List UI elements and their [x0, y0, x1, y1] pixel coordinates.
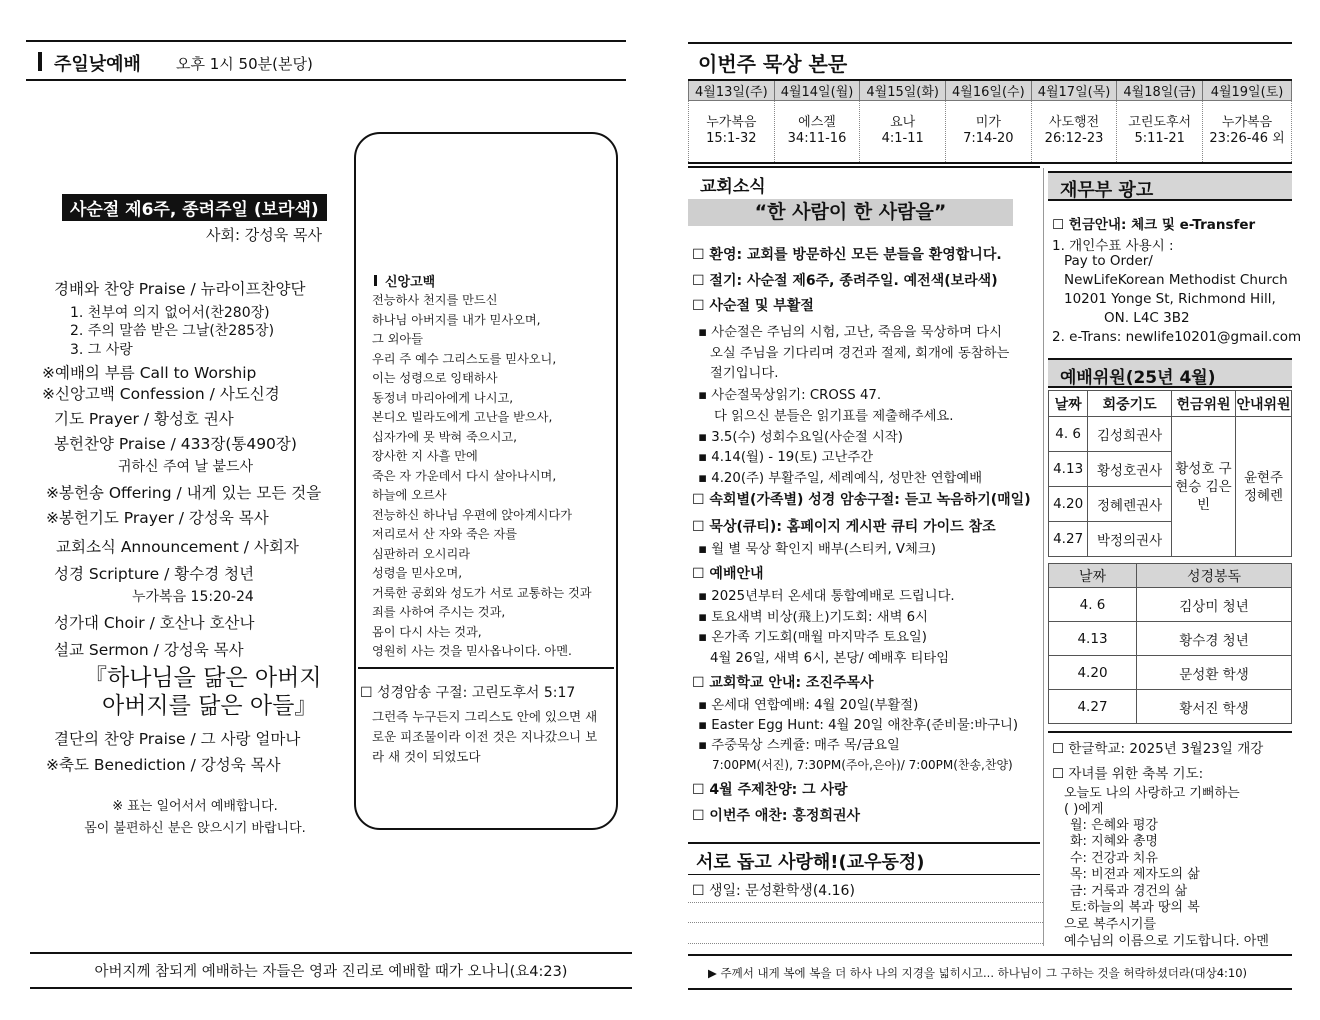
news-heading: ☐ 속회별(가족별) 성경 암송구절: 듣고 녹음하기(매일): [692, 492, 1031, 508]
meditation-ref: 34:11-16: [787, 131, 847, 147]
meditation-ref: 5:11-21: [1134, 131, 1185, 147]
news-heading: ☐ 절기: 사순절 제6주, 종려주일. 예전색(보라색): [692, 273, 998, 289]
order-item: 결단의 찬양 Praise / 그 사랑 얼마나: [54, 730, 301, 748]
sermon-title-line: 아버지를 닮은 아들』: [102, 693, 318, 719]
news-heading: ☐ 묵상(큐티): 홈페이지 게시판 큐티 가이드 참조: [692, 519, 996, 535]
reading-name: 황수경 청년: [1137, 622, 1292, 656]
news-heading: ☐ 교회학교 안내: 조진주목사: [692, 675, 874, 691]
creed-heading: [374, 271, 435, 290]
servants-prayer: 황성호권사: [1088, 452, 1172, 487]
meditation-day: 4월16일(수): [946, 80, 1032, 101]
top-rule: [688, 42, 1292, 44]
news-item: ▪ 4.20(주) 부활주일, 세례예식, 성만찬 연합예배: [698, 471, 983, 486]
order-item: ※축도 Benediction / 강성욱 목사: [46, 756, 281, 774]
blessing-line: 토:하늘의 복과 땅의 복: [1070, 900, 1200, 915]
servants-usher: 윤현주 정혜렌: [1236, 417, 1292, 557]
dotted-line: [688, 922, 1043, 923]
title-rule: [26, 79, 626, 81]
meditation-day: 4월15일(화): [860, 80, 946, 101]
news-item: ▪ 2025년부터 온세대 통합예배로 드립니다.: [698, 589, 955, 604]
creed-line: 죽은 자 가운데서 다시 살아나시며,: [372, 468, 557, 483]
finance-line: Pay to Order/: [1064, 253, 1153, 269]
news-title: 교회소식: [700, 177, 766, 197]
left-footer: 아버지께 참되게 예배하는 자들은 영과 진리로 예배할 때가 오나니(요4:23): [94, 964, 568, 980]
news-item: ▪ 월 별 묵상 확인지 배부(스티커, V체크): [698, 542, 936, 557]
servants-prayer: 김성희권사: [1088, 417, 1172, 452]
blessing-line: 월: 은혜와 평강: [1070, 818, 1158, 833]
creed-line: 영원히 사는 것을 믿사옵나이다. 아멘.: [372, 644, 572, 658]
blessing-line: 목: 비젼과 제자도의 삶: [1070, 867, 1200, 882]
servants-table: [1048, 390, 1292, 557]
reading-name: 김상미 청년: [1137, 588, 1292, 622]
servants-header: 안내위원: [1236, 391, 1292, 417]
servants-prayer: 박정의권사: [1088, 522, 1172, 557]
meditation-ref: 23:26-46 외: [1209, 131, 1285, 147]
dotted-line: [688, 902, 1043, 903]
creed-line: 십자가에 못 박혀 죽으시고,: [372, 429, 518, 444]
reading-table: [1048, 563, 1292, 724]
news-item: ▪ 토요새벽 비상(飛上)기도회: 새벽 6시: [698, 610, 928, 625]
news-heading: ☐ 이번주 애찬: 홍정희권사: [692, 808, 861, 824]
column-divider: [1043, 168, 1044, 946]
news-item: ▪ Easter Egg Hunt: 4월 20일 애찬후(준비물:바구니): [698, 718, 1019, 733]
meditation-cell: [946, 101, 1032, 163]
servants-date: 4. 6: [1049, 417, 1088, 452]
order-item: 경배와 찬양 Praise / 뉴라이프찬양단: [54, 280, 306, 298]
blessing-line: 예수님의 이름으로 기도합니다. 아멘: [1064, 934, 1269, 949]
meditation-book: 에스겔: [798, 115, 836, 131]
news-item: 4월 26일, 새벽 6시, 본당/ 예배후 티타임: [710, 651, 950, 666]
meditation-ref: 26:12-23: [1044, 131, 1104, 147]
finance-line: 1. 개인수표 사용시 :: [1052, 238, 1174, 254]
birthday-line: ☐ 생일: 문성환학생(4.16): [692, 883, 855, 899]
finance-line: ON. L4C 3B2: [1104, 310, 1190, 326]
love-rule: [688, 874, 1040, 875]
news-heading: ☐ 환영: 교회를 방문하신 모든 분들을 환영합니다.: [692, 247, 1002, 263]
creed-line: 장사한 지 사흘 만에: [372, 449, 478, 463]
finance-title: 재무부 광고: [1060, 180, 1154, 201]
news-heading: ☐ 예배안내: [692, 566, 764, 582]
servants-prayer: 정혜렌권사: [1088, 487, 1172, 522]
meditation-cell: [689, 101, 775, 163]
servants-offering: 황성호 구현승 김은빈: [1172, 417, 1236, 557]
meditation-ref: 4:1-11: [881, 131, 924, 147]
creed-line: 이는 성령으로 잉태하사: [372, 371, 498, 385]
note-line: ※ 표는 일어서서 예배합니다.: [112, 799, 278, 814]
news-heading: ☐ 4월 주제찬양: 그 사랑: [692, 782, 848, 798]
news-item: ▪ 사순절묵상읽기: CROSS 47.: [698, 388, 882, 403]
news-item: ▪ 온세대 연합예배: 4월 20일(부활절): [698, 698, 919, 713]
footer-rule: [30, 952, 632, 954]
blessing-line: ( )에게: [1064, 802, 1104, 817]
reading-date: 4. 6: [1049, 588, 1137, 622]
order-item: ※봉헌송 Offering / 내게 있는 모든 것을: [46, 484, 322, 502]
reading-header: 성경봉독: [1137, 564, 1292, 588]
news-item: ▪ 온가족 기도회(매월 마지막주 토요일): [698, 630, 927, 645]
creed-line: 그 외아들: [372, 332, 423, 346]
news-item: 7:00PM(서진), 7:30PM(주아,은아)/ 7:00PM(찬송,찬양): [712, 758, 1013, 772]
order-item: 성가대 Choir / 호산나 호산나: [54, 614, 255, 632]
finance-line: NewLifeKorean Methodist Church: [1064, 272, 1288, 288]
order-item: ※봉헌기도 Prayer / 강성욱 목사: [46, 509, 269, 527]
footer-rule: [30, 987, 632, 989]
creed-line: 거룩한 공회와 성도가 서로 교통하는 것과: [372, 585, 592, 600]
creed-line: 심판하러 오시리라: [372, 546, 471, 561]
creed-heading-text: 신앙고백: [385, 275, 436, 290]
reading-name: 문성환 학생: [1137, 656, 1292, 690]
meditation-cell: [860, 101, 946, 163]
reading-header: 날짜: [1049, 564, 1137, 588]
creed-line: 저리로서 산 자와 죽은 자를: [372, 527, 518, 541]
finance-line: ☐ 헌금안내: 체크 및 e-Transfer: [1052, 217, 1256, 233]
verse-text: 그런즉 누구든지 그리스도 안에 있으면 새로운 피조물이라 이전 것은 지나갔으니 보라 새 것이 되었도다: [372, 709, 598, 764]
prayer-rule: [1048, 731, 1292, 733]
meditation-ref: 15:1-32: [706, 131, 757, 147]
reading-date: 4.20: [1049, 656, 1137, 690]
order-item: 귀하신 주여 날 붙드사: [118, 459, 254, 475]
news-item: 다 읽으신 분들은 읽기표를 제출해주세요.: [714, 409, 954, 424]
order-item: 성경 Scripture / 황수경 청년: [54, 565, 255, 583]
footer-rule: [688, 954, 1292, 956]
news-item: ▪ 3.5(수) 성회수요일(사순절 시작): [698, 430, 903, 445]
meditation-day: 4월19일(토): [1203, 80, 1292, 101]
news-item: 절기입니다.: [710, 366, 779, 381]
love-rule: [688, 842, 1040, 844]
sermon-title: [84, 664, 322, 720]
creed-line: 몸이 다시 사는 것과,: [372, 624, 482, 639]
blessing-line: 금: 거룩과 경건의 삶: [1070, 884, 1188, 899]
order-item: ※예배의 부름 Call to Worship: [42, 364, 257, 382]
meditation-book: 사도행전: [1048, 115, 1100, 131]
news-item: 오실 주님을 기다리며 경건과 절제, 회개에 동참하는: [710, 346, 1010, 361]
top-rule: [26, 40, 626, 42]
servants-header: 헌금위원: [1172, 391, 1236, 417]
blessing-line: 오늘도 나의 사랑하고 기뻐하는: [1064, 786, 1240, 801]
meditation-ref: 7:14-20: [963, 131, 1014, 147]
servants-date: 4.27: [1049, 522, 1088, 557]
finance-line: 2. e-Trans: newlife10201@gmail.com: [1052, 329, 1302, 345]
creed-line: 하나님 아버지를 내가 믿사오며,: [372, 312, 541, 327]
creed-divider: [358, 667, 614, 669]
order-item: 봉헌찬양 Praise / 433장(통490장): [54, 435, 297, 453]
creed-line: 하늘에 오르사: [372, 488, 447, 502]
order-title: 주일낮예배: [54, 54, 141, 75]
news-heading: ☐ 사순절 및 부활절: [692, 298, 814, 314]
news-item: ▪ 4.14(월) - 19(토) 고난주간: [698, 450, 874, 465]
servants-title: 예배위원(25년 4월): [1060, 368, 1216, 388]
order-item: 누가복음 15:20-24: [132, 589, 254, 605]
creed-marker: [374, 275, 377, 286]
blessing-line: 수: 건강과 치유: [1070, 851, 1158, 866]
meditation-book: 고린도후서: [1128, 115, 1192, 131]
korean-school: ☐ 한글학교: 2025년 3월23일 개강: [1052, 741, 1264, 757]
order-item: ※신앙고백 Confession / 사도신경: [42, 385, 280, 403]
order-item: 교회소식 Announcement / 사회자: [56, 538, 299, 556]
meditation-day: 4월18일(금): [1117, 80, 1203, 101]
blessing-title: ☐ 자녀를 위한 축복 기도:: [1052, 766, 1204, 782]
leader: 사회: 강성욱 목사: [206, 226, 323, 244]
meditation-book: 요나: [890, 115, 916, 131]
creed-line: 동정녀 마리아에게 나시고,: [372, 390, 514, 405]
reading-date: 4.27: [1049, 690, 1137, 724]
meditation-book: 누가복음: [706, 115, 757, 131]
finance-line: 10201 Yonge St, Richmond Hill,: [1064, 291, 1276, 307]
blessing-line: 화: 지혜와 총명: [1070, 834, 1158, 849]
season-label: 사순절 제6주, 종려주일 (보라색): [62, 194, 327, 221]
creed-line: 전능하신 하나님 우편에 앉아계시다가: [372, 507, 572, 522]
meditation-day: 4월17일(목): [1031, 80, 1117, 101]
meditation-cell: [1203, 101, 1292, 163]
right-footer: ▶ 주께서 내게 복에 복을 더 하사 나의 지경을 넓히시고... 하나님이 그 구하는 것을 허락하셨더라(대상4:10): [708, 966, 1248, 980]
meditation-day: 4월14일(월): [774, 80, 860, 101]
order-item: 기도 Prayer / 황성호 권사: [54, 410, 234, 428]
servants-date: 4.13: [1049, 452, 1088, 487]
order-item: 1. 천부여 의지 없어서(찬280장): [70, 305, 270, 321]
creed-line: 본디오 빌라도에게 고난을 받으사,: [372, 410, 553, 424]
standing-note: [60, 796, 330, 840]
servants-header: 날짜: [1049, 391, 1088, 417]
order-item: 2. 주의 말씀 받은 그날(찬285장): [70, 323, 275, 339]
meditation-cell: [1117, 101, 1203, 163]
news-item: ▪ 주중묵상 스케쥴: 매주 목/금요일: [698, 738, 900, 753]
creed-line: 전능하사 천지를 만드신: [372, 293, 498, 307]
meditation-title: 이번주 묵상 본문: [698, 52, 848, 76]
order-item: 설교 Sermon / 강성욱 목사: [54, 641, 244, 659]
footer-rule: [688, 988, 1292, 990]
reading-name: 황서진 학생: [1137, 690, 1292, 724]
order-time: 오후 1시 50분(본당): [176, 55, 313, 73]
servants-date: 4.20: [1049, 487, 1088, 522]
meditation-cell: [774, 101, 860, 163]
dotted-line: [688, 943, 1043, 944]
note-line: 몸이 불편하신 분은 앉으시기 바랍니다.: [84, 821, 306, 836]
meditation-cell: [1031, 101, 1117, 163]
sermon-title-line: 『하나님을 닮은 아버지: [84, 665, 322, 691]
servants-header: 회중기도: [1088, 391, 1172, 417]
creed-line: 죄를 사하여 주시는 것과,: [372, 605, 506, 619]
meditation-day: 4월13일(주): [689, 80, 775, 101]
news-item: ▪ 사순절은 주님의 시험, 고난, 죽음을 묵상하며 다시: [698, 325, 1002, 340]
creed-line: 성령을 믿사오며,: [372, 566, 463, 580]
blessing-line: 으로 복주시기를: [1064, 917, 1157, 932]
order-item: 3. 그 사랑: [70, 342, 133, 358]
verse-label: ☐ 성경암송 구절: 고린도후서 5:17: [360, 685, 576, 701]
meditation-book: 누가복음: [1221, 115, 1273, 131]
news-banner: “한 사람이 한 사람을”: [688, 199, 1013, 226]
meditation-table: [688, 79, 1292, 164]
love-title: 서로 돕고 사랑해!(교우동정): [696, 852, 925, 873]
reading-date: 4.13: [1049, 622, 1137, 656]
creed-line: 우리 주 예수 그리스도를 믿사오니,: [372, 351, 557, 366]
meditation-book: 미가: [975, 115, 1001, 131]
news-rule: [688, 166, 1040, 168]
